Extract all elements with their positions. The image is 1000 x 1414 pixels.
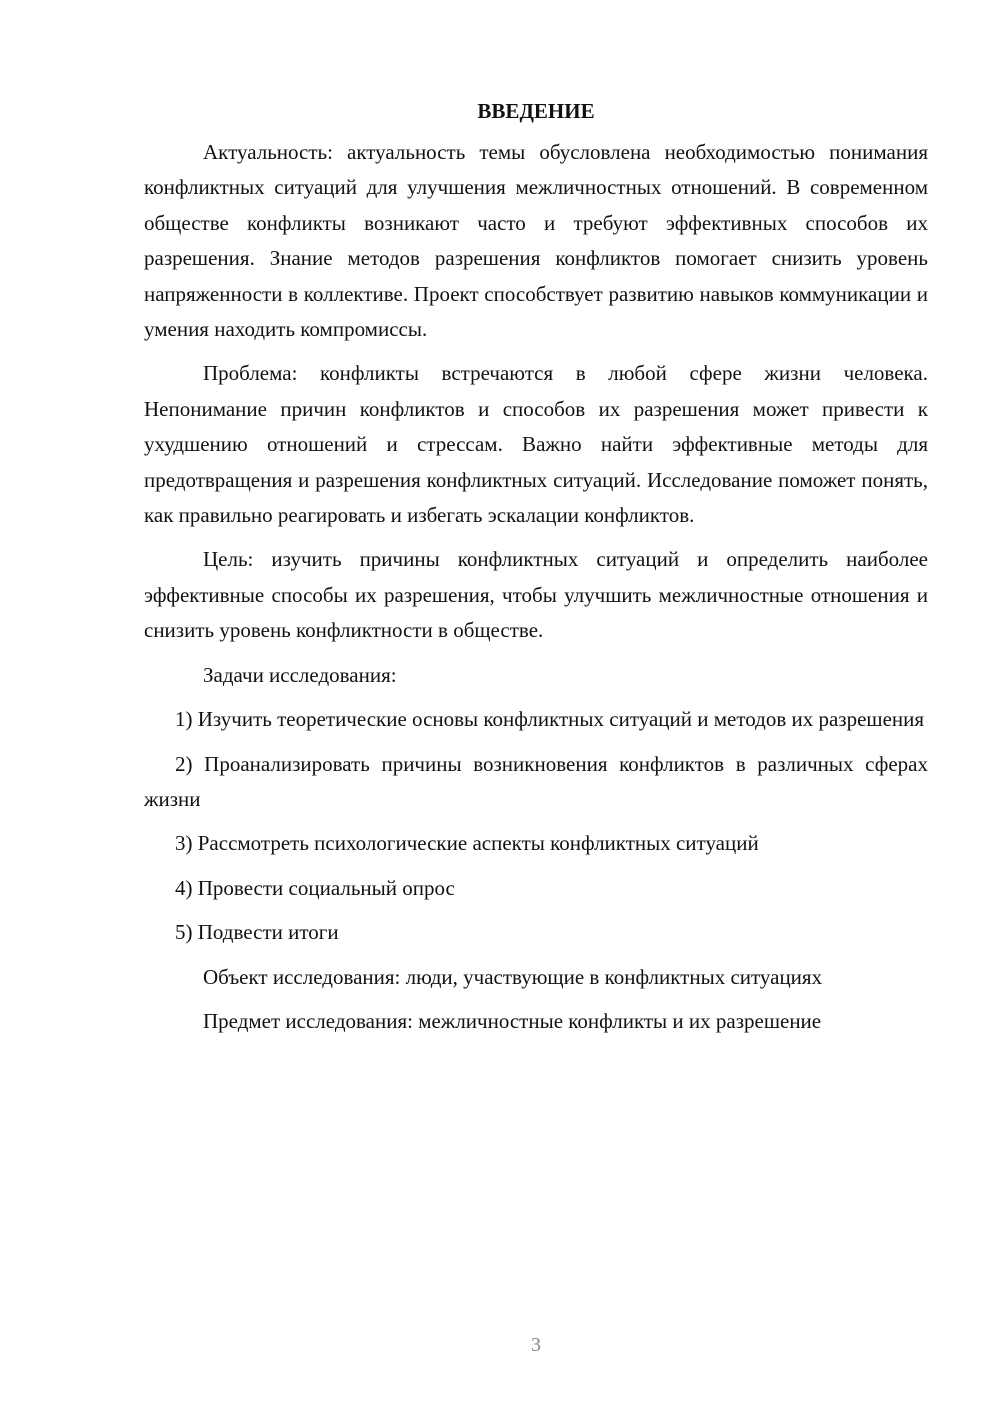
task-item: 5) Подвести итоги	[175, 920, 339, 945]
paragraph-object: Объект исследования: люди, участвующие в конфликтных ситуациях	[203, 964, 823, 989]
task-item: 2) Проанализировать причины возникновения конфликтов в различных сферах жизни	[144, 751, 928, 811]
task-item: 4) Провести социальный опрос	[175, 875, 455, 900]
paragraph-subject: Предмет исследования: межличностные конфликты и их разрешение	[203, 1008, 822, 1033]
paragraph-tasks-intro: Задачи исследования:	[203, 662, 397, 687]
paragraph-goal: Цель: изучить причины конфликтных ситуаций и определить наиболее эффективные способы их разрешения, чтобы улучшить межличностные отношения и снизить уровень конфликтности в обществе.	[144, 547, 928, 643]
paragraph-problem: Проблема: конфликты встречаются в любой сфере жизни человека. Непонимание причин конфликтов и способов их разрешения может привести к ухудшению отношений и стрессам. Важно найти эффективные методы для предотвращения и разрешения конфликтных ситуаций. Исследование поможет понять, как правильно реагировать и избегать эскалации конфликтов.	[144, 361, 928, 528]
task-item: 3) Рассмотреть психологические аспекты конфликтных ситуаций	[175, 831, 759, 856]
page-content	[144, 96, 928, 1048]
page-number: 3	[531, 1334, 541, 1356]
paragraph-relevance: Актуальность: актуальность темы обусловлена необходимостью понимания конфликтных ситуаций для улучшения межличностных отношений. В современном обществе конфликты возникают часто и требуют эффективных способов их разрешения. Знание методов разрешения конфликтов помогает снизить уровень напряженности в коллективе. Проект способствует развитию навыков коммуникации и умения находить компромиссы.	[144, 140, 928, 342]
task-item: 1) Изучить теоретические основы конфликтных ситуаций и методов их разрешения	[175, 707, 925, 732]
section-heading: ВВЕДЕНИЕ	[477, 99, 595, 123]
